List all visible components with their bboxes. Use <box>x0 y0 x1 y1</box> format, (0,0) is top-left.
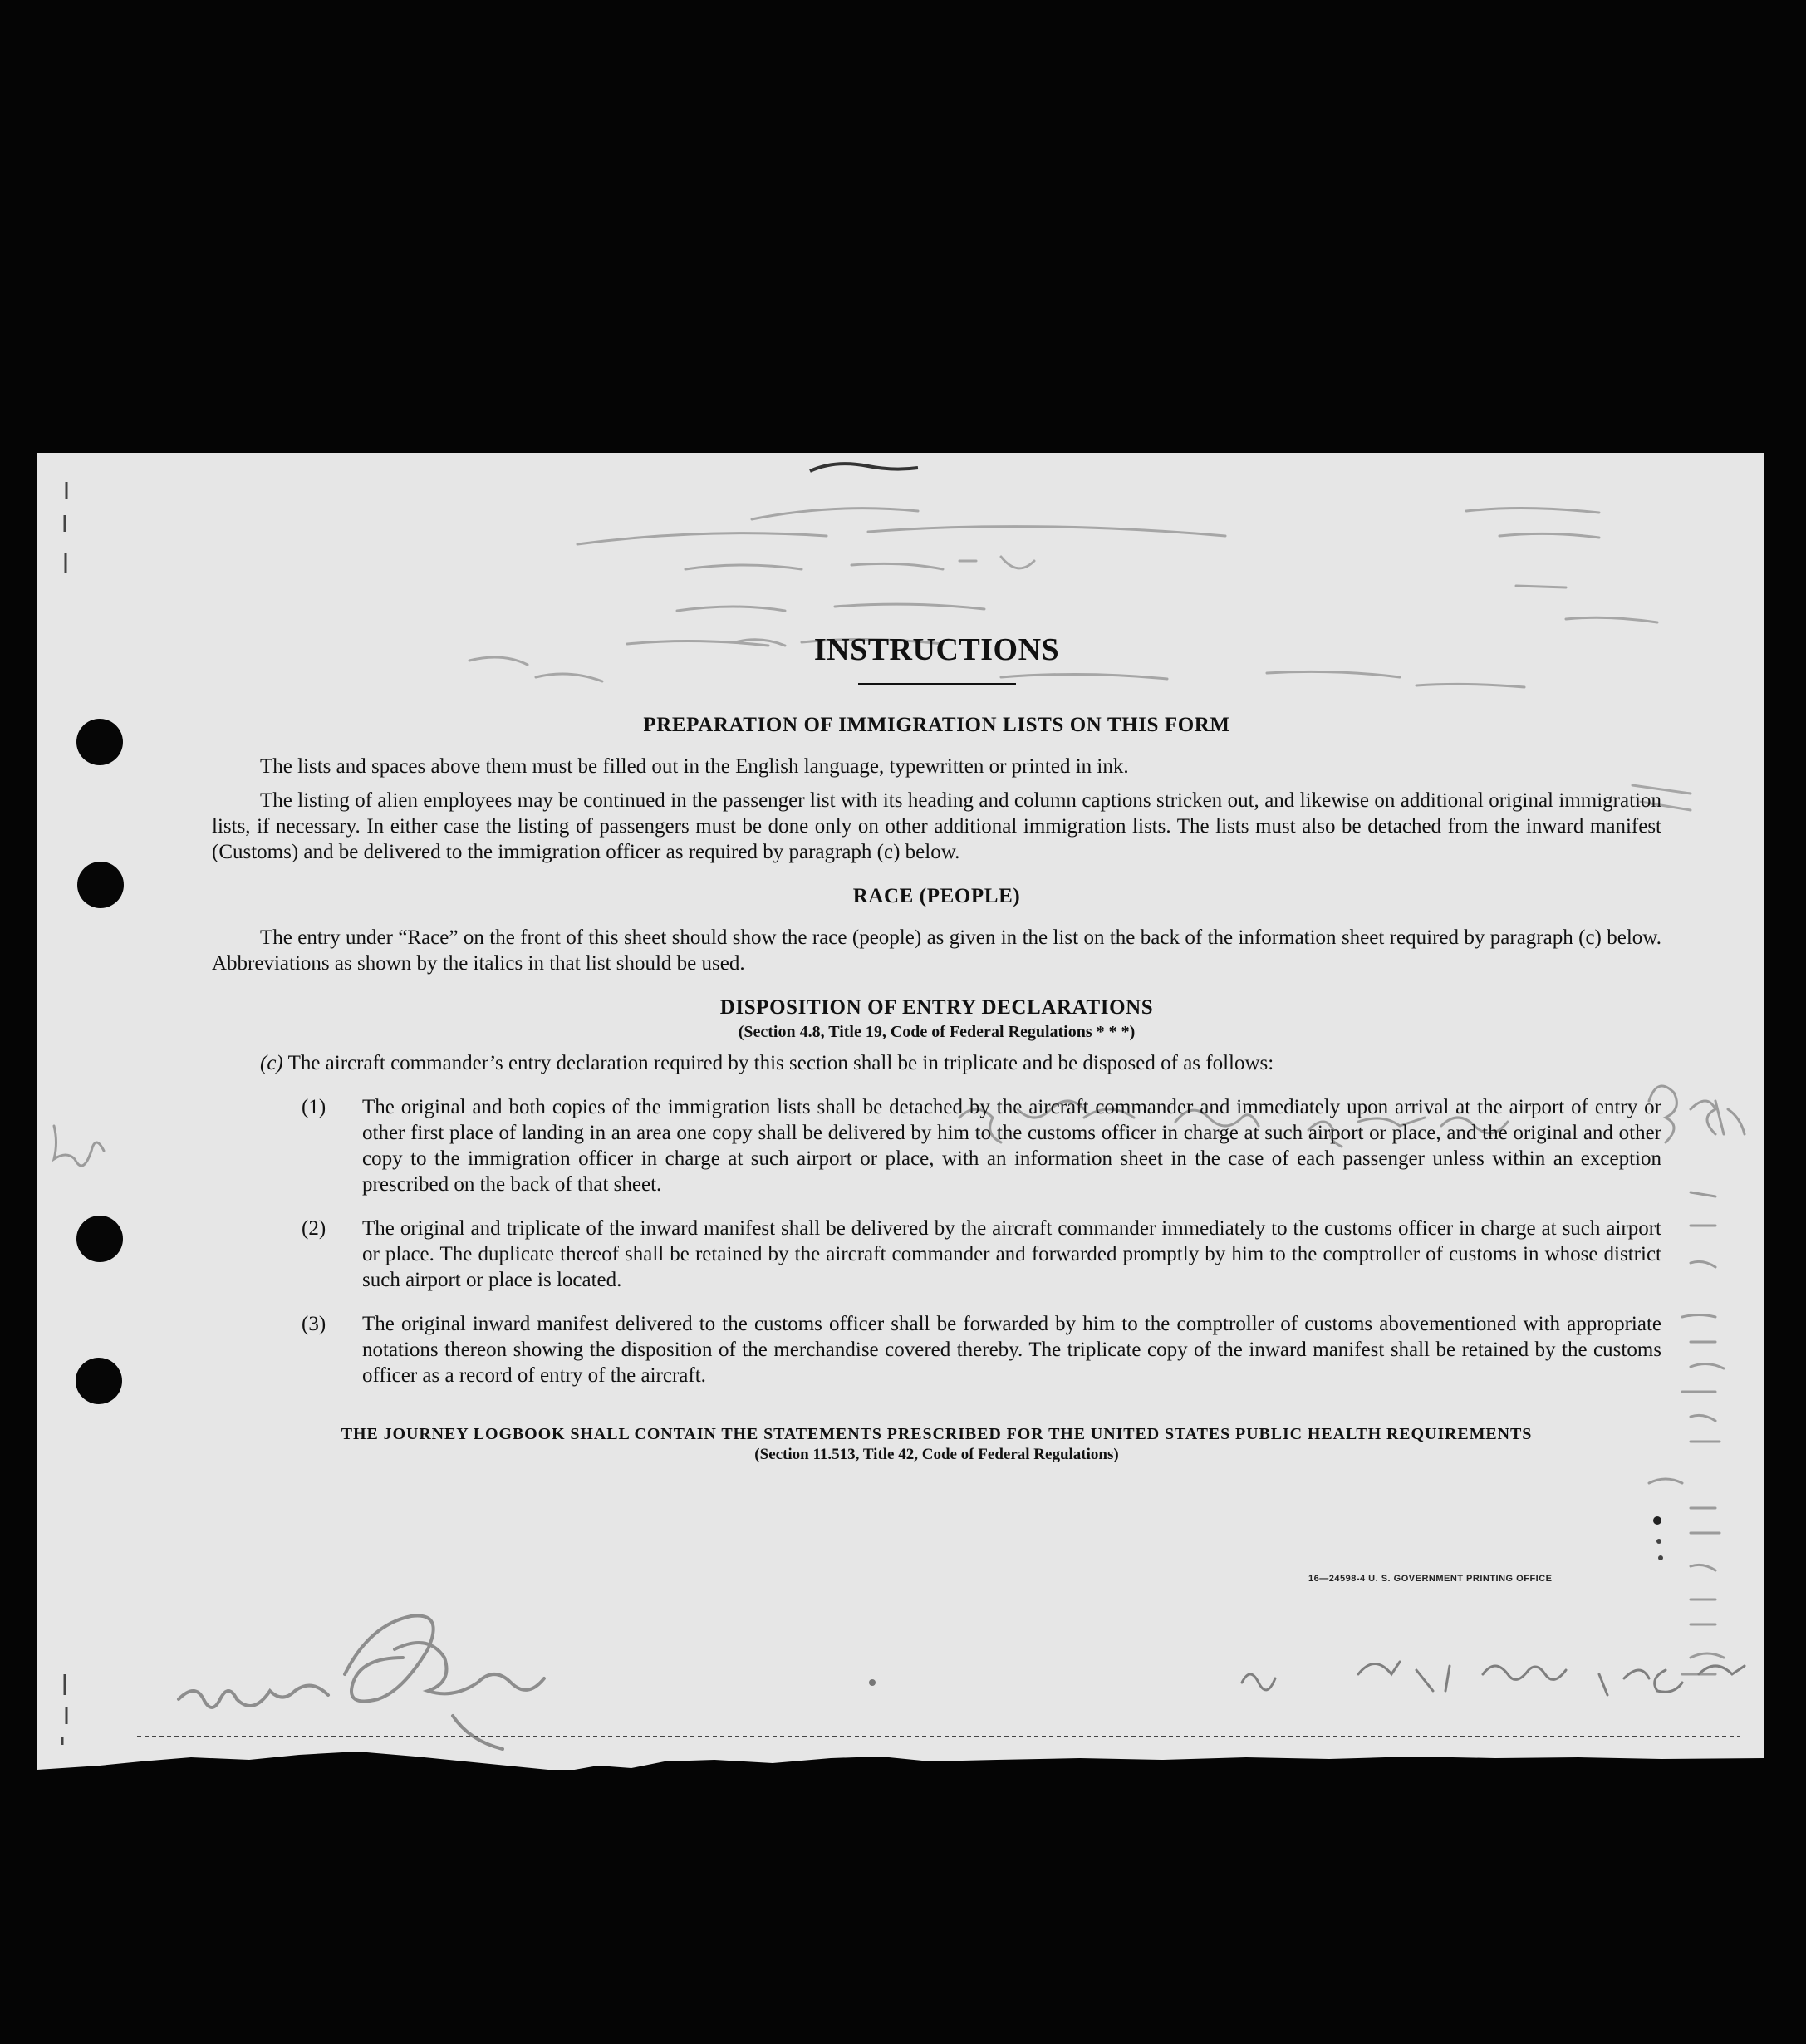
item-text: The original and triplicate of the inward manifest shall be delivered by the aircraft commander immediately to the customs officer in charge at such airport or place. The duplicate thereof shall be retained by the aircraft commander and forwarded promptly by him to the comptroller of customs in whose district such airport or place is located. <box>362 1217 1661 1291</box>
paragraph-mark: (c) <box>260 1052 283 1074</box>
item-text: The original and both copies of the immigration lists shall be detached by the aircraft commander and immediately upon arrival at the airport of entry or other first place of landing in an area one copy shall be delivered by him to the customs officer in charge at such airport or place, and the original and other copy to the immigration officer in charge at such airport or place, with an information sheet in the case of each passenger unless within an exception prescribed on the back of that sheet. <box>362 1096 1661 1196</box>
logbook-citation: (Section 11.513, Title 42, Code of Federal Regulations) <box>754 1446 1119 1463</box>
disposition-item-3 <box>212 1311 1661 1388</box>
item-number: (1) <box>302 1096 326 1118</box>
disposition-intro-text: The aircraft commander’s entry declaration required by this section shall be in triplicate and be disposed of as follows: <box>287 1052 1274 1074</box>
disposition-item-1 <box>212 1094 1661 1197</box>
heading-race: RACE (PEOPLE) <box>852 885 1021 907</box>
heading-preparation: PREPARATION OF IMMIGRATION LISTS ON THIS FORM <box>643 714 1230 736</box>
torn-paper-edge <box>0 1720 1806 1803</box>
punch-hole <box>76 1216 123 1262</box>
preparation-paragraph-1: The lists and spaces above them must be filled out in the English language, typewritten or printed in ink. <box>260 755 1129 778</box>
race-paragraph: The entry under “Race” on the front of this sheet should show the race (people) as given in the list on the back of the information sheet required by paragraph (c) below. Abbreviations as shown by the italics in that list should be used. <box>212 926 1661 975</box>
page-title: INSTRUCTIONS <box>813 632 1060 667</box>
punch-hole <box>77 862 124 908</box>
item-number: (3) <box>302 1313 326 1335</box>
disposition-citation: (Section 4.8, Title 19, Code of Federal Regulations * * *) <box>738 1023 1136 1041</box>
punch-hole <box>76 719 123 765</box>
disposition-intro <box>212 1050 1661 1076</box>
form-sheet <box>37 453 1764 1770</box>
punch-hole <box>76 1358 122 1404</box>
preparation-paragraph-2: The listing of alien employees may be continued in the passenger list with its heading and column captions stricken out, and likewise on additional original immigration lists, if necessary. In either case the listing of passengers must be done only on other additional immigration lists. The lists must also be detached from the inward manifest (Customs) and be delivered to the immigration officer as required by paragraph (c) below. <box>212 789 1661 863</box>
logbook-statement: THE JOURNEY LOGBOOK SHALL CONTAIN THE STATEMENTS PRESCRIBED FOR THE UNITED STATES PUBLIC HEALTH REQUIREMENTS <box>341 1425 1533 1443</box>
printing-office-code: 16—24598-4 U. S. GOVERNMENT PRINTING OFFICE <box>1308 1574 1553 1584</box>
title-underline <box>858 683 1016 685</box>
disposition-item-2 <box>212 1216 1661 1293</box>
item-number: (2) <box>302 1217 326 1240</box>
item-text: The original inward manifest delivered to the customs officer shall be forwarded by him to the comptroller of customs abovementioned with appropriate notations thereon showing the disposition of the merchandise covered thereby. The triplicate copy of the inward manifest shall be retained by the customs officer as a record of entry of the aircraft. <box>362 1313 1661 1387</box>
instructions-content <box>212 631 1661 1464</box>
heading-disposition: DISPOSITION OF ENTRY DECLARATIONS <box>719 996 1154 1019</box>
